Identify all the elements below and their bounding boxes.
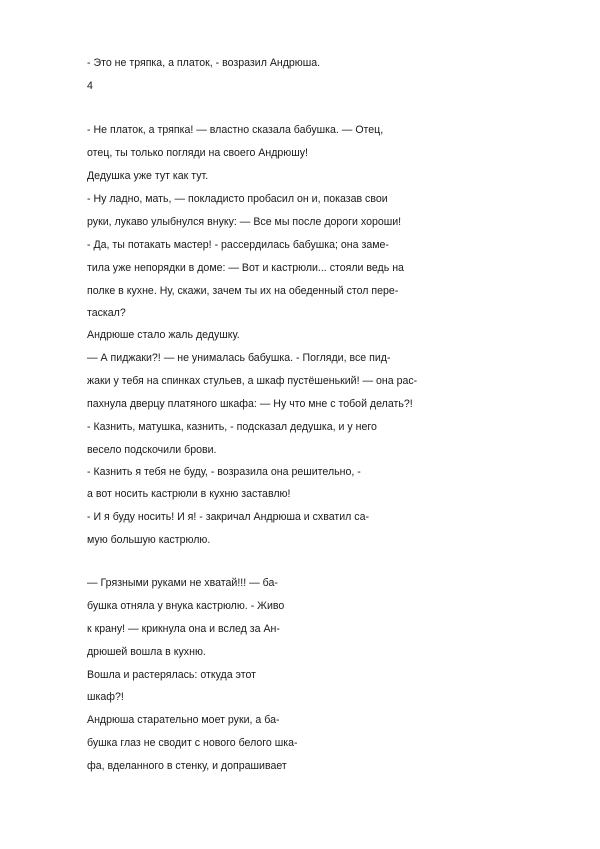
text-line: а вот носить кастрюли в кухню заставлю!	[87, 488, 291, 500]
text-line: пахнула дверцу платяного шкафа: — Ну что мне с тобой делать?!	[87, 398, 413, 410]
text-line: мую большую кастрюлю.	[87, 534, 211, 546]
text-line: руки, лукаво улыбнулся внуку: — Все мы после дороги хороши!	[87, 216, 402, 228]
text-line: отец, ты только погляди на своего Андрюшу!	[87, 147, 308, 159]
text-line: жаки у тебя на спинках стульев, а шкаф пустёшенький! — она рас-	[87, 375, 418, 387]
text-line: бушка глаз не сводит с нового белого шка-	[87, 737, 298, 749]
text-line: - Это не тряпка, а платок, - возразил Андрюша.	[87, 57, 321, 69]
text-line: шкаф?!	[87, 691, 124, 703]
text-line: Вошла и растерялась: откуда этот	[87, 669, 256, 681]
text-line: к крану! — крикнула она и вслед за Ан-	[87, 623, 280, 635]
text-line: полке в кухне. Ну, скажи, зачем ты их на обеденный стол пере-	[87, 285, 399, 297]
page-number: 4	[87, 80, 93, 92]
text-line: - Да, ты потакать мастер! - рассердилась бабушка; она заме-	[87, 239, 389, 251]
text-line: - Казнить я тебя не буду, - возразила она решительно, -	[87, 466, 361, 478]
text-line: - И я буду носить! И я! - закричал Андрюша и схватил са-	[87, 511, 370, 523]
text-line: тила уже непорядки в доме: — Вот и кастрюли... стояли ведь на	[87, 262, 404, 274]
text-line: Андрюше стало жаль дедушку.	[87, 329, 240, 341]
text-line: Андрюша старательно моет руки, а ба-	[87, 714, 280, 726]
text-line: Дедушка уже тут как тут.	[87, 170, 209, 182]
text-line: бушка отняла у внука кастрюлю. - Живо	[87, 600, 285, 612]
text-line: фа, вделанного в стенку, и допрашивает	[87, 760, 287, 772]
text-line: - Казнить, матушка, казнить, - подсказал дедушка, и у него	[87, 421, 377, 433]
text-line: - Не платок, а тряпка! — властно сказала бабушка. — Отец,	[87, 124, 384, 136]
text-line: таскал?	[87, 307, 126, 319]
text-line: — Грязными руками не хватай!!! — ба-	[87, 577, 278, 589]
text-line: — А пиджаки?! — не унималась бабушка. - Погляди, все пид-	[87, 352, 391, 364]
text-line: дрюшей вошла в кухню.	[87, 646, 206, 658]
text-line: - Ну ладно, мать, — покладисто пробасил он и, показав свои	[87, 193, 388, 205]
text-line: весело подскочили брови.	[87, 444, 217, 456]
